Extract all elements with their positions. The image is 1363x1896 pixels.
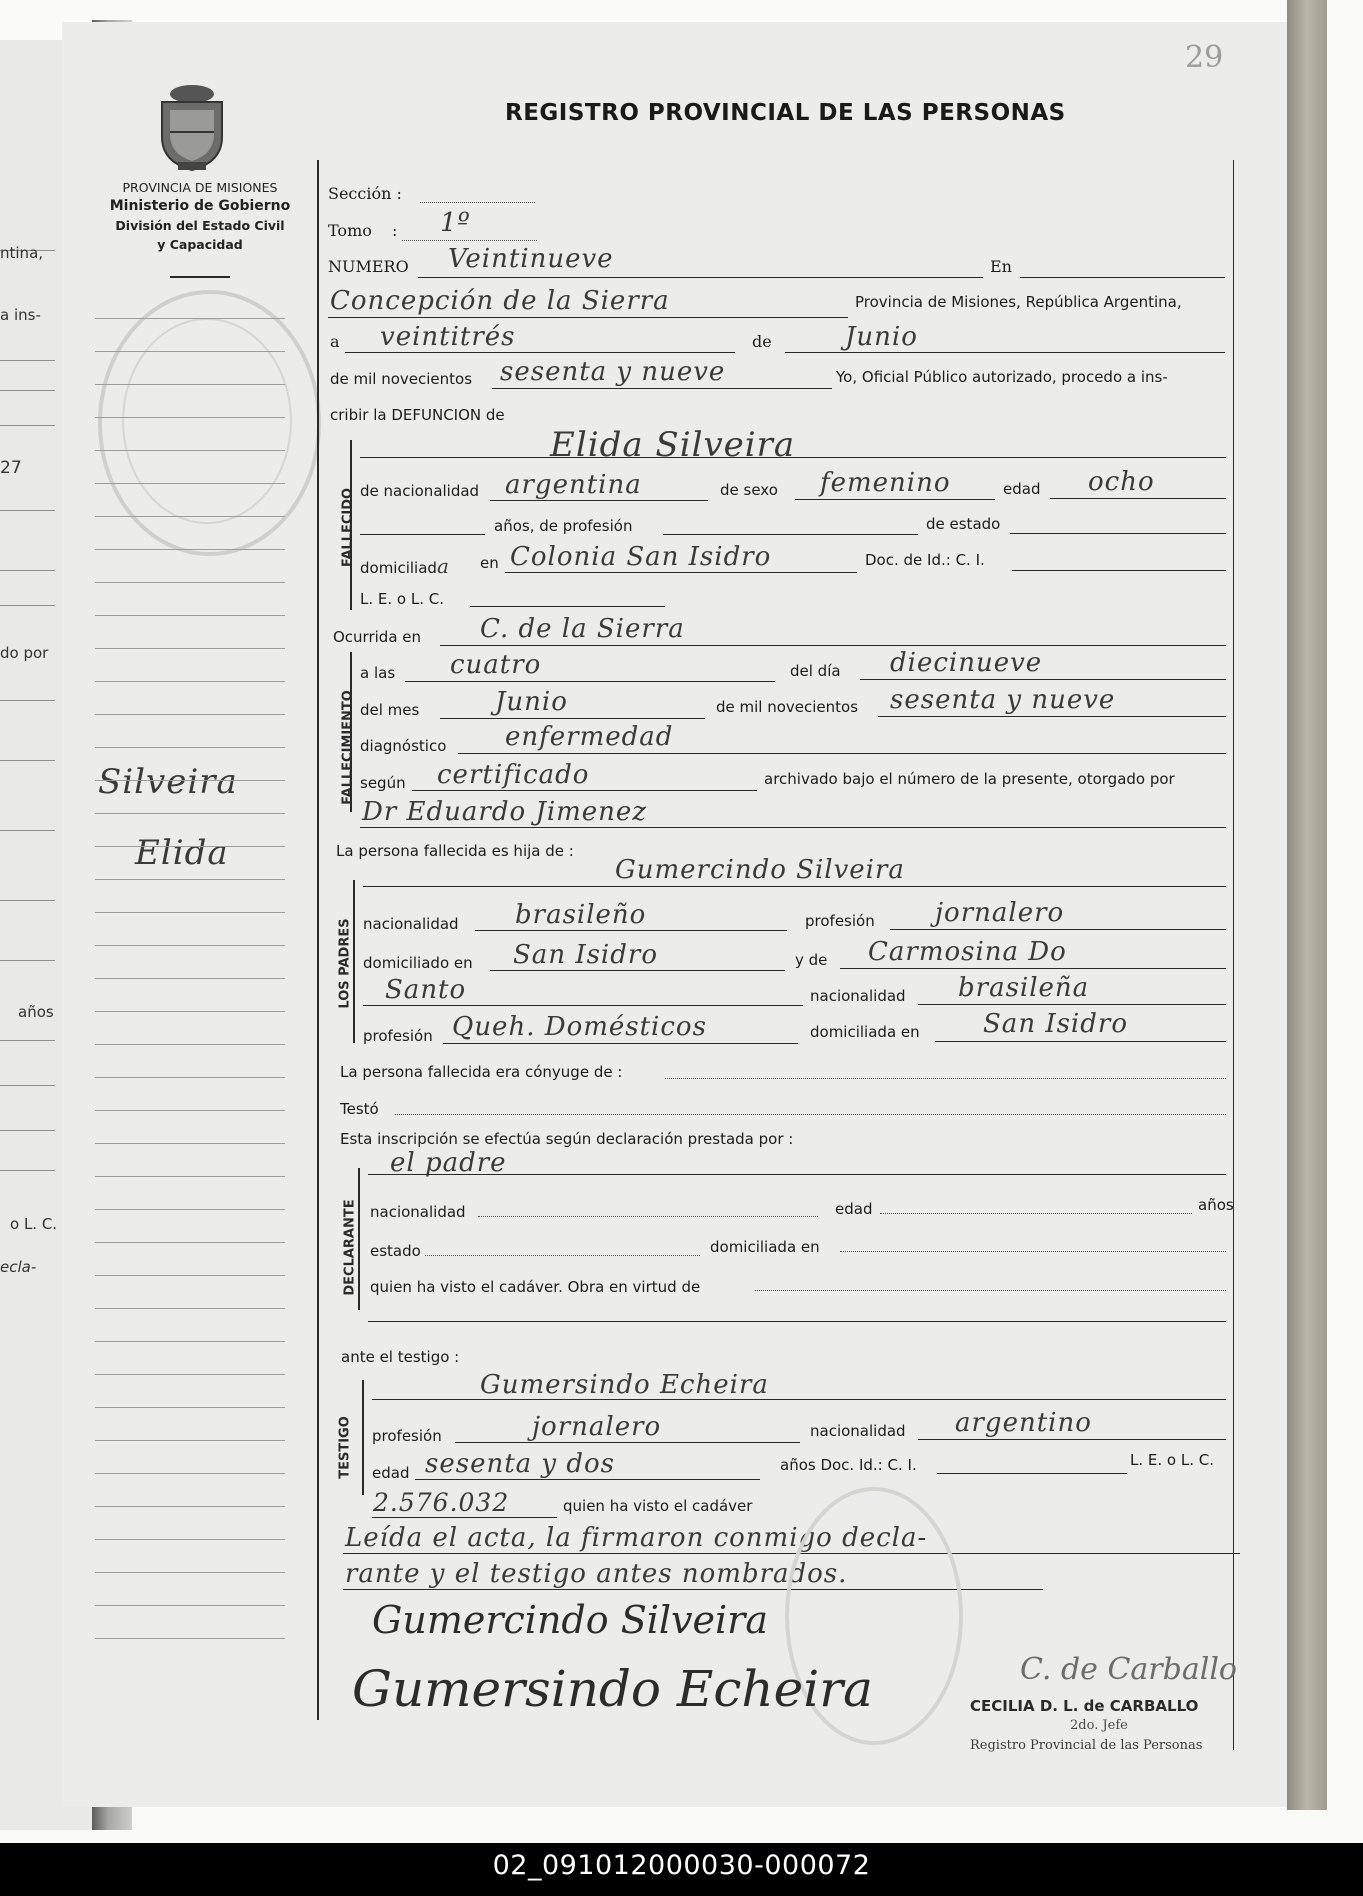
padre-nacionalidad-label: nacionalidad — [363, 915, 459, 933]
fallecido-anos-profesion-label: años, de profesión — [494, 517, 633, 535]
ledger-rule — [95, 1275, 285, 1276]
ledger-rule — [95, 747, 285, 748]
ledger-rule — [95, 615, 285, 616]
ledger-rule — [95, 417, 285, 418]
fallecimiento-ano-value: sesenta y nueve — [890, 685, 1116, 715]
left-fragment-a-ins: a ins- — [0, 306, 41, 324]
office-line-province: PROVINCIA DE MISIONES — [122, 180, 278, 195]
official-name: CECILIA D. L. de CARBALLO — [970, 1697, 1199, 1715]
declarante-section-label: DECLARANTE — [342, 1199, 358, 1296]
padre-profesion: jornalero — [935, 898, 1065, 928]
ledger-rule — [95, 483, 285, 484]
ledger-rule — [95, 1440, 285, 1441]
declarante-anos-label: años — [1198, 1196, 1234, 1214]
left-fragment-le-lc: o L. C. — [10, 1215, 58, 1233]
declaracion-label: Esta inscripción se efectúa según declaración prestada por : — [340, 1130, 794, 1148]
testigo-doc-number: 2.576.032 — [373, 1488, 510, 1517]
office-line-ministry: Ministerio de Gobierno — [109, 198, 291, 214]
fallecimiento-segun-label: según — [360, 774, 406, 792]
signature-gumercindo-silveira: Gumercindo Silveira — [372, 1598, 768, 1642]
closing-line-2: rante y el testigo antes nombrados. — [345, 1559, 848, 1589]
scanned-document: ntina, a ins- 27 do por años o L. C. ecla- 29 PROVINCIA DE MISIONES Ministerio de Gobierno División del Estado Civil y Capacidad Silveira Elida REGISTRO PROVINCIAL DE LAS PERSONAS Sección : Tomo : 1º NUMERO Veintinueve En Concepción de la Sierra Provincia de Misiones, República Argentina, a veintitrés de Junio de mil novecientos sesenta y nueve Yo, Oficial Público autorizado, procedo a ins- cribir la DEFUNCION de Elida Silveira FALLECIDO de nacionalidad argentina de sexo femenino edad ocho años, de profesión de estado domiciliada en Colonia San Isidro Doc. de Id.: C. I. L. E. o L. C. Ocurrida en C. de la Sierra FALLECIMIENTO a las cuatro del día diecinueve del mes Junio de mil novecientos sesenta y nueve diagnóstico enfermedad según certificado archivado bajo el número de la presente, otorgado por Dr Eduardo Jimenez La persona fallecida es hija de : LOS PADRES Gumercindo Silveira nacionalidad brasileño profesión jornalero domiciliado en San Isidro y de Carmosina Do Santo nacionalidad brasileña profesión Queh. Domésticos domiciliada en San Isidro La persona fallecida era cónyuge de : Testó Esta inscripción se efectúa según declaración prestada por : DECLARANTE el padre nacionalidad edad años estado domiciliada en quien ha visto el cadáver. Obra en virtud de ante el testigo : TESTIGO Gumersindo Echeira profesión jornalero nacionalidad argentino edad sesenta y dos años Doc. Id.: C. I. L. E. o L. C. 2.576.032 quien ha visto el cadáver Leída el acta, la firmaron conmigo decla- rante y el testigo antes nombrados. Gumercindo Silveira Gumersindo Echeira C. de Carballo CECILIA D. L. de CARBALLO 2do. Jefe Registro Provincial de las Personas 02_091012000030-000072 — [0, 0, 1363, 1896]
ledger-rule — [95, 912, 285, 913]
left-fragment-27: 27 — [0, 458, 22, 478]
page-number: 29 — [1185, 40, 1224, 75]
hija-label: La persona fallecida es hija de : — [336, 842, 574, 860]
ledger-rule — [95, 1572, 285, 1573]
tomo-value: 1º — [440, 208, 471, 238]
fallecimiento-diagnostico-label: diagnóstico — [360, 737, 447, 755]
fallecimiento-del-mes-label: del mes — [360, 701, 420, 719]
ledger-rule — [95, 1242, 285, 1243]
testigo-profesion: jornalero — [532, 1412, 662, 1442]
day-value: veintitrés — [380, 322, 516, 352]
a-label: a — [330, 332, 340, 351]
seccion-label: Sección : — [328, 184, 402, 203]
padre-nacionalidad: brasileño — [515, 900, 647, 930]
left-fragment-anos: años — [18, 1003, 54, 1021]
fallecimiento-dia-value: diecinueve — [890, 648, 1043, 678]
office-line-division: División del Estado Civil — [115, 218, 285, 233]
fallecimiento-de-mil-label: de mil novecientos — [716, 698, 859, 716]
closing-line-1: Leída el acta, la firmaron conmigo decla- — [345, 1523, 928, 1553]
ocurrida-value: C. de la Sierra — [480, 614, 685, 644]
left-fragment-do-por: do por — [0, 644, 49, 662]
fallecimiento-hora-value: cuatro — [450, 650, 542, 680]
ledger-rule — [95, 1011, 285, 1012]
official-office: Registro Provincial de las Personas — [970, 1738, 1203, 1753]
testigo-anos-doc-label: años Doc. Id.: C. I. — [780, 1456, 917, 1474]
place-value: Concepción de la Sierra — [330, 286, 670, 316]
madre-y-de-label: y de — [795, 951, 828, 969]
fallecido-estado-label: de estado — [926, 515, 1001, 533]
left-fragment-decla: ecla- — [0, 1258, 37, 1276]
ledger-rule — [95, 1341, 285, 1342]
fallecimiento-del-dia-label: del día — [790, 662, 841, 680]
office-line-capacidad: y Capacidad — [157, 237, 243, 252]
ledger-rule — [95, 1473, 285, 1474]
fallecido-nacionalidad-value: argentina — [505, 470, 642, 500]
ledger-rule — [95, 516, 285, 517]
fallecimiento-doctor-value: Dr Eduardo Jimenez — [362, 797, 648, 827]
ledger-rule — [95, 1539, 285, 1540]
ocurrida-label: Ocurrida en — [333, 628, 422, 646]
yo-text: Yo, Oficial Público autorizado, procedo a ins- — [836, 368, 1168, 386]
fallecimiento-section-label: FALLECIMIENTO — [340, 690, 356, 805]
margin-given-name: Elida — [135, 833, 229, 873]
inscribir-text: cribir la DEFUNCION de — [330, 406, 505, 424]
ledger-rule — [95, 1308, 285, 1309]
fallecido-section-label: FALLECIDO — [340, 487, 356, 568]
testigo-quien-label: quien ha visto el cadáver — [563, 1497, 753, 1515]
margin-surname: Silveira — [98, 762, 238, 802]
ledger-rule — [95, 978, 285, 979]
testigo-profesion-label: profesión — [372, 1427, 442, 1445]
ledger-rule — [95, 846, 285, 847]
padre-name: Gumercindo Silveira — [615, 855, 905, 885]
coat-of-arms-icon — [152, 82, 232, 172]
ledger-rule — [95, 1110, 285, 1111]
numero-value: Veintinueve — [448, 244, 614, 274]
fallecido-edad-label: edad — [1003, 480, 1041, 498]
fallecido-sexo-value: femenino — [820, 468, 951, 498]
padre-profesion-label: profesión — [805, 912, 875, 930]
testigo-nacionalidad-label: nacionalidad — [810, 1422, 906, 1440]
testigo-section-label: TESTIGO — [337, 1416, 353, 1479]
fallecimiento-archivado-text: archivado bajo el número de la presente, otorgado por — [764, 770, 1175, 788]
testigo-edad-label: edad — [372, 1464, 410, 1482]
fallecimiento-a-las-label: a las — [360, 664, 396, 682]
fallecido-en-label: en — [480, 554, 499, 572]
madre-nacionalidad: brasileña — [958, 973, 1090, 1003]
deceased-name: Elida Silveira — [550, 425, 796, 465]
conyuge-label: La persona fallecida era cónyuge de : — [340, 1063, 623, 1081]
padre-domicilio: San Isidro — [513, 940, 658, 970]
ledger-rule — [95, 681, 285, 682]
madre-name-2: Santo — [385, 975, 467, 1005]
document-title: REGISTRO PROVINCIAL DE LAS PERSONAS — [505, 100, 1066, 126]
declarante-domiciliada-label: domiciliada en — [710, 1238, 820, 1256]
declarante-quien-label: quien ha visto el cadáver. Obra en virtud de — [370, 1278, 701, 1296]
ledger-rule — [95, 714, 285, 715]
ledger-rule — [95, 1407, 285, 1408]
ledger-rule — [95, 1209, 285, 1210]
testigo-edad: sesenta y dos — [425, 1449, 616, 1479]
fallecido-le-lc-label: L. E. o L. C. — [360, 590, 444, 608]
province-text: Provincia de Misiones, República Argentina, — [855, 293, 1182, 311]
scan-file-id: 02_091012000030-000072 — [492, 1850, 871, 1881]
en-label: En — [990, 257, 1012, 276]
year-prefix: de mil novecientos — [330, 370, 473, 388]
ledger-rule — [95, 879, 285, 880]
tomo-label: Tomo — [328, 221, 372, 240]
ledger-rule — [95, 1176, 285, 1177]
ledger-rule — [95, 1143, 285, 1144]
ledger-rule — [95, 582, 285, 583]
ledger-rule — [95, 945, 285, 946]
ledger-rule — [95, 549, 285, 550]
madre-profesion: Queh. Domésticos — [452, 1012, 707, 1042]
ledger-rule — [95, 1638, 285, 1639]
testo-label: Testó — [340, 1100, 379, 1118]
official-signature: C. de Carballo — [1020, 1652, 1237, 1687]
ledger-rule — [95, 813, 285, 814]
madre-nacionalidad-label: nacionalidad — [810, 987, 906, 1005]
declarante-estado-label: estado — [370, 1242, 421, 1260]
ledger-rule — [95, 450, 285, 451]
madre-domicilio: San Isidro — [983, 1009, 1128, 1039]
ledger-rule — [95, 318, 285, 319]
year-value: sesenta y nueve — [500, 357, 726, 387]
fallecimiento-segun-value: certificado — [437, 760, 590, 790]
fallecido-doc-label: Doc. de Id.: C. I. — [865, 551, 985, 569]
fallecido-domiciliada-label: domiciliada — [360, 554, 450, 578]
testigo-nacionalidad: argentino — [955, 1408, 1092, 1438]
madre-domiciliada-label: domiciliada en — [810, 1023, 920, 1041]
madre-profesion-label: profesión — [363, 1027, 433, 1045]
month-value: Junio — [845, 322, 918, 352]
book-cover-edge — [1287, 0, 1327, 1810]
issuing-office — [80, 178, 320, 254]
ledger-rule — [95, 384, 285, 385]
ledger-rule — [95, 351, 285, 352]
ledger-rule — [95, 1605, 285, 1606]
madre-name-1: Carmosina Do — [868, 937, 1067, 967]
ledger-rule — [95, 1044, 285, 1045]
fallecimiento-diagnostico-value: enfermedad — [505, 722, 674, 752]
left-fragment-ntina: ntina, — [0, 244, 44, 262]
testigo-le-lc-label: L. E. o L. C. — [1130, 1451, 1214, 1469]
numero-label: NUMERO — [328, 257, 409, 276]
ledger-rule — [95, 780, 285, 781]
testigo-intro: ante el testigo : — [341, 1348, 460, 1366]
fallecido-nacionalidad-label: de nacionalidad — [360, 482, 480, 500]
ledger-rule — [95, 1506, 285, 1507]
ledger-rule — [95, 1374, 285, 1375]
declarante-nacionalidad-label: nacionalidad — [370, 1203, 466, 1221]
declarante-edad-label: edad — [835, 1200, 873, 1218]
ledger-rule — [95, 648, 285, 649]
testigo-name: Gumersindo Echeira — [480, 1370, 769, 1400]
padre-domiciliado-label: domiciliado en — [363, 954, 473, 972]
fallecido-domicilio-value: Colonia San Isidro — [510, 542, 772, 572]
fallecido-sexo-label: de sexo — [720, 481, 778, 499]
de-label: de — [752, 332, 772, 351]
official-rank: 2do. Jefe — [1070, 1718, 1128, 1733]
fallecido-edad-value: ocho — [1088, 467, 1155, 497]
declarante-value: el padre — [390, 1148, 507, 1178]
signature-gumersindo-echeira: Gumersindo Echeira — [352, 1660, 873, 1718]
fallecimiento-mes-value: Junio — [495, 687, 568, 717]
ledger-rule — [95, 1077, 285, 1078]
padres-section-label: LOS PADRES — [337, 918, 353, 1009]
